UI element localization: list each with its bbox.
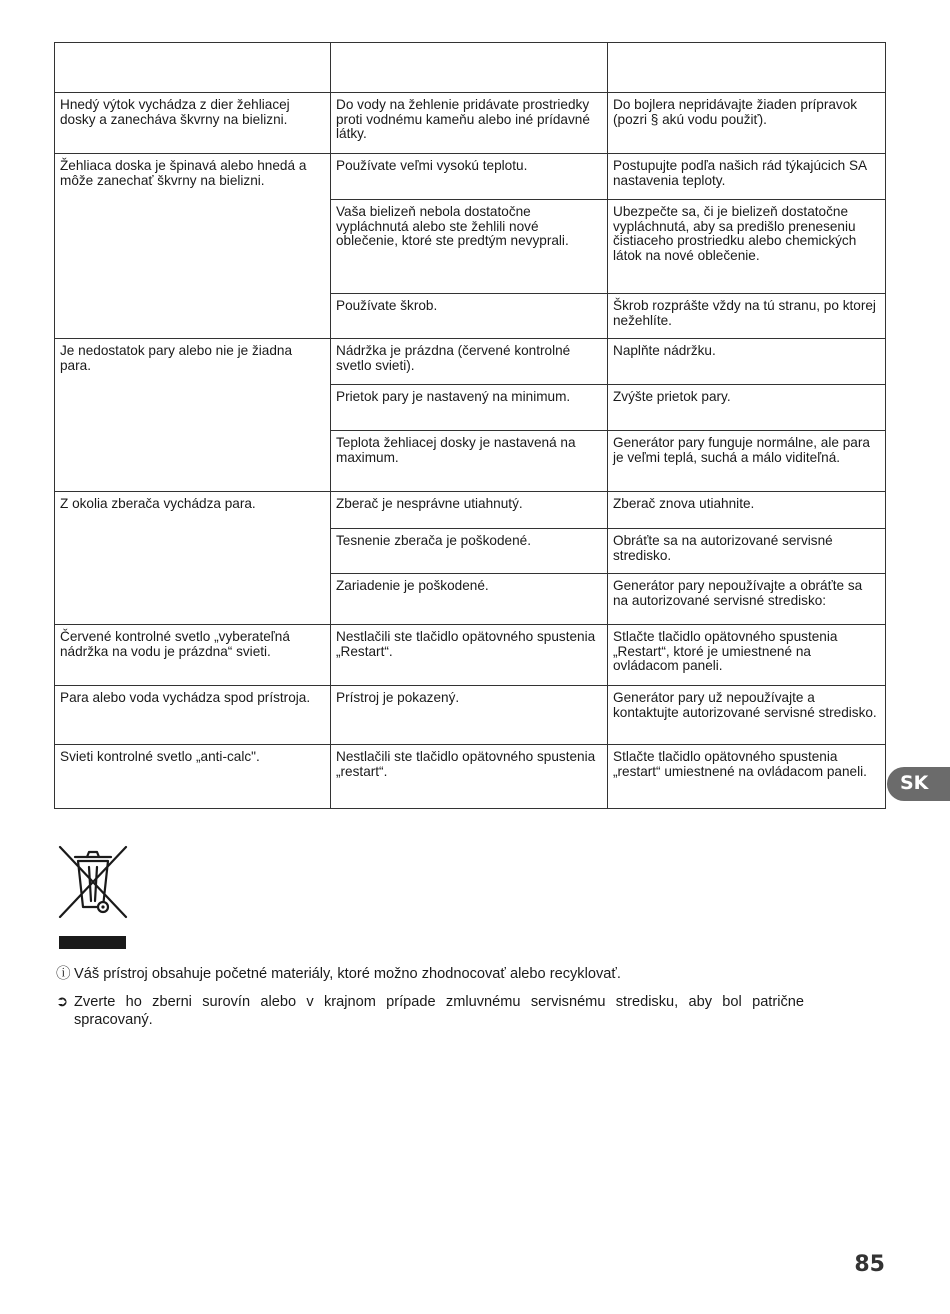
table-row bbox=[55, 745, 886, 809]
arrow-right-icon: ➲ bbox=[56, 994, 69, 1010]
problem-cell: Červené kontrolné svetlo „vyberateľná nádržka na vodu je prázdna“ svieti. bbox=[55, 625, 331, 686]
table-row bbox=[55, 492, 886, 529]
header-cell bbox=[608, 43, 886, 93]
recycling-note bbox=[56, 993, 804, 1029]
table-row bbox=[55, 625, 886, 686]
header-cell bbox=[331, 43, 608, 93]
table-row bbox=[55, 93, 886, 154]
language-tab-label: SK bbox=[900, 772, 929, 794]
problem-cell: Z okolia zberača vychádza para. bbox=[55, 492, 331, 625]
weee-bar bbox=[59, 936, 126, 949]
cause-cell: Používate škrob. bbox=[331, 294, 608, 339]
problem-cell: Para alebo voda vychádza spod prístroja. bbox=[55, 686, 331, 745]
info-circle-icon: ⓘ bbox=[56, 966, 71, 982]
cause-cell: Prietok pary je nastavený na minimum. bbox=[331, 385, 608, 431]
problem-cell: Hnedý výtok vychádza z dier žehliacej dosky a zanecháva škvrny na bielizni. bbox=[55, 93, 331, 154]
cause-cell: Nádržka je prázdna (červené kontrolné svetlo svieti). bbox=[331, 339, 608, 385]
remedy-cell: Generátor pary nepoužívajte a obráťte sa na autorizované servisné stredisko: bbox=[608, 574, 886, 625]
remedy-cell: Stlačte tlačidlo opätovného spustenia „restart“ umiestnené na ovládacom paneli. bbox=[608, 745, 886, 809]
page-number: 85 bbox=[854, 1252, 885, 1277]
remedy-cell: Škrob rozprášte vždy na tú stranu, po ktorej nežehlíte. bbox=[608, 294, 886, 339]
remedy-cell: Ubezpečte sa, či je bielizeň dostatočne vypláchnutá, aby sa predišlo preneseniu čistiaceho prostriedku alebo chemických látok na nové oblečenie. bbox=[608, 200, 886, 294]
header-cell bbox=[55, 43, 331, 93]
cause-cell: Tesnenie zberača je poškodené. bbox=[331, 529, 608, 574]
remedy-cell: Postupujte podľa našich rád týkajúcich SA nastavenia teploty. bbox=[608, 154, 886, 200]
crossed-out-wheelie-bin-icon bbox=[56, 843, 130, 923]
cause-cell: Zberač je nesprávne utiahnutý. bbox=[331, 492, 608, 529]
troubleshooting-table bbox=[54, 42, 886, 809]
remedy-cell: Zberač znova utiahnite. bbox=[608, 492, 886, 529]
remedy-cell: Zvýšte prietok pary. bbox=[608, 385, 886, 431]
cause-cell: Teplota žehliacej dosky je nastavená na maximum. bbox=[331, 431, 608, 492]
cause-cell: Nestlačili ste tlačidlo opätovného spustenia „Restart“. bbox=[331, 625, 608, 686]
remedy-cell: Generátor pary už nepoužívajte a kontaktujte autorizované servisné stredisko. bbox=[608, 686, 886, 745]
language-tab bbox=[887, 767, 950, 801]
problem-cell: Žehliaca doska je špinavá alebo hnedá a môže zanechať škvrny na bielizni. bbox=[55, 154, 331, 339]
table-row bbox=[55, 339, 886, 385]
recycling-note-text: Zverte ho zberni surovín alebo v krajnom prípade zmluvnému servisnému stredisku, aby bol patrične spracovaný. bbox=[74, 994, 804, 1028]
table-row bbox=[55, 154, 886, 200]
remedy-cell: Generátor pary funguje normálne, ale para je veľmi teplá, suchá a málo viditeľná. bbox=[608, 431, 886, 492]
cause-cell: Prístroj je pokazený. bbox=[331, 686, 608, 745]
problem-cell: Svieti kontrolné svetlo „anti-calc". bbox=[55, 745, 331, 809]
info-note-text: Váš prístroj obsahuje početné materiály, ktoré možno zhodnocovať alebo recyklovať. bbox=[74, 966, 621, 982]
cause-cell: Používate veľmi vysokú teplotu. bbox=[331, 154, 608, 200]
table-header-row bbox=[55, 43, 886, 93]
problem-cell: Je nedostatok pary alebo nie je žiadna para. bbox=[55, 339, 331, 492]
remedy-cell: Do bojlera nepridávajte žiaden prípravok (pozri § akú vodu použiť). bbox=[608, 93, 886, 154]
cause-cell: Nestlačili ste tlačidlo opätovného spustenia „restart“. bbox=[331, 745, 608, 809]
remedy-cell: Obráťte sa na autorizované servisné stredisko. bbox=[608, 529, 886, 574]
cause-cell: Do vody na žehlenie pridávate prostriedky proti vodnému kameňu alebo iné prídavné látky. bbox=[331, 93, 608, 154]
cause-cell: Vaša bielizeň nebola dostatočne vypláchnutá alebo ste žehlili nové oblečenie, ktoré ste predtým nevyprali. bbox=[331, 200, 608, 294]
remedy-cell: Stlačte tlačidlo opätovného spustenia „Restart“, ktoré je umiestnené na ovládacom paneli. bbox=[608, 625, 886, 686]
remedy-cell: Naplňte nádržku. bbox=[608, 339, 886, 385]
info-note bbox=[56, 965, 856, 983]
cause-cell: Zariadenie je poškodené. bbox=[331, 574, 608, 625]
table-row bbox=[55, 686, 886, 745]
